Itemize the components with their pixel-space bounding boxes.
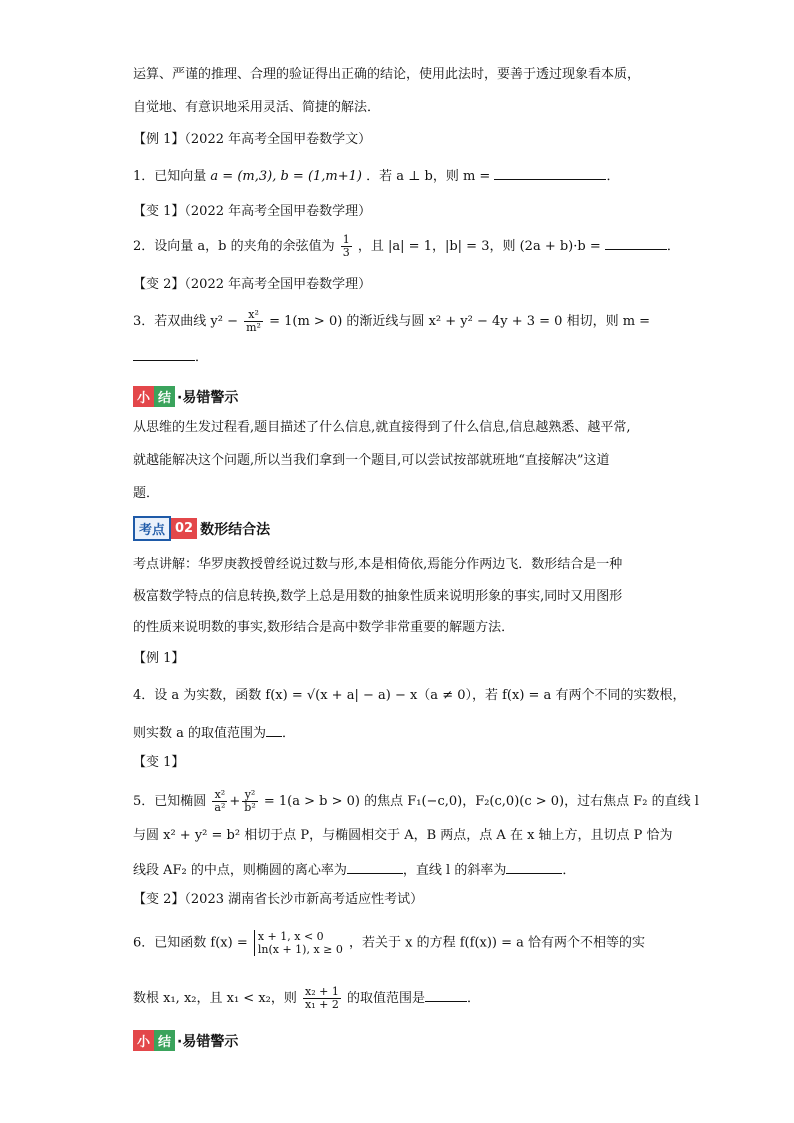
variant-tag: 【变 1】 <box>133 755 185 770</box>
numerator: x² <box>212 789 227 802</box>
jie-label: 结 <box>154 1030 175 1051</box>
summary-badge <box>133 386 238 407</box>
q2-mid: ，且 |a| = 1，|b| = 3，则 (2a + b)·b = <box>357 239 601 254</box>
answer-blank <box>266 722 282 737</box>
answer-blank <box>347 859 403 874</box>
q5-end: ． <box>562 863 576 878</box>
fraction <box>242 789 257 814</box>
jie-label: 结 <box>154 386 175 407</box>
variant-tag: 【变 2】（2023 湖南省长沙市新高考适应性考试） <box>133 892 424 907</box>
explain-line-1: 考点讲解：华罗庚教授曾经说过数与形,本是相倚依,焉能分作两边飞．数形结合是一种 <box>133 557 623 572</box>
section-title: 数形结合法 <box>200 521 271 538</box>
para-line-2: 就越能解决这个问题,所以当我们拿到一个题目,可以尝试按部就班地“直接解决”这道 <box>133 453 610 468</box>
denominator: a² <box>214 801 226 814</box>
q3-end: ． <box>195 350 209 365</box>
q3-mid: = 1(m > 0) 的渐近线与圆 x² + y² − 4y + 3 = 0 相切，则 m = <box>269 314 651 329</box>
numerator: 1 <box>342 233 350 246</box>
q5-mid: = 1(a > b > 0) 的焦点 F₁(−c,0)，F₂(c,0)(c > 0)，过右焦点 F₂ 的直线 l <box>263 794 699 809</box>
fraction <box>303 986 341 1011</box>
numerator: y² <box>242 789 257 802</box>
question-4-line-2 <box>133 722 295 743</box>
q4-text: 则实数 a 的取值范围为 <box>133 726 267 741</box>
q2-end: ． <box>666 239 680 254</box>
answer-blank <box>605 235 667 250</box>
question-6 <box>133 930 645 956</box>
q6-mid: ，若关于 x 的方程 f(f(x)) = a 恰有两个不相等的实 <box>349 935 646 951</box>
q3-prefix: 3．若双曲线 y² − <box>133 314 238 329</box>
answer-blank <box>133 346 195 361</box>
question-5-line-2: 与圆 x² + y² = b² 相切于点 P，与椭圆相交于 A，B 两点，点 A 在 x 轴上方，且切点 P 恰为 <box>133 828 673 843</box>
denominator: m² <box>246 321 261 334</box>
question-2 <box>133 234 680 259</box>
numerator: x² <box>244 309 263 322</box>
denominator: x₁ + 2 <box>305 998 339 1011</box>
answer-blank <box>425 987 467 1002</box>
numerator: x₂ + 1 <box>305 985 339 998</box>
question-1 <box>133 165 619 186</box>
explain-line-2: 极富数学特点的信息转换,数学上总是用数的抽象性质来说明形象的事实,同时又用图形 <box>133 589 623 604</box>
example-tag: 【例 1】 <box>133 651 185 666</box>
q5-text: 线段 AF₂ 的中点，则椭圆的离心率为 <box>133 863 347 878</box>
explain-line-3: 的性质来说明数的事实,数形结合是高中数学非常重要的解题方法． <box>133 620 515 635</box>
kaodian-header <box>133 516 270 541</box>
fraction <box>244 309 263 334</box>
q6-text-2: 的取值范围是 <box>346 991 425 1006</box>
case-1: x + 1, x < 0 <box>257 930 324 943</box>
q5-text-2: ，直线 l 的斜率为 <box>402 863 507 878</box>
q1-expr: a = (m,3), b = (1,m+1) <box>210 169 362 184</box>
answer-blank <box>506 859 562 874</box>
fraction <box>341 234 352 259</box>
question-4: 4．设 a 为实数，函数 f(x) = √(x + a| − a) − x（a ≠ 0），若 f(x) = a 有两个不同的实数根， <box>133 688 686 703</box>
question-5: 5．已知椭圆 $\frac{\text{x²}}{\text{a²}}$ + $\frac{\text{y²}}{\text{b²}}$ = 1(a > b > 0) 的焦点 F₁(−c,0)，F₂(c,0)(c > 0)，过右焦点 F₂ 的直线 l <box>133 788 699 814</box>
question-3-line-2 <box>133 346 208 367</box>
para-line-1: 从思维的生发过程看,题目描述了什么信息,就直接得到了什么信息,信息越熟悉、越平常, <box>133 420 631 435</box>
q1-mid: ．若 a ⊥ b，则 m = <box>366 169 491 184</box>
example-tag: 【例 1】（2022 年高考全国甲卷数学文） <box>133 132 372 147</box>
kaodian-label: 考点 <box>133 516 171 541</box>
q1-prefix: 1．已知向量 <box>133 169 207 184</box>
summary-label: ·易错警示 <box>177 389 239 406</box>
question-3 <box>133 309 650 334</box>
q5-prefix: 5．已知椭圆 <box>133 794 207 809</box>
fraction <box>212 789 227 814</box>
q6-text: 数根 x₁, x₂，且 x₁ < x₂，则 <box>133 991 297 1006</box>
denominator: 3 <box>342 246 350 259</box>
question-5-line-3 <box>133 859 575 880</box>
summary-label: ·易错警示 <box>177 1033 239 1050</box>
kaodian-number: 02 <box>171 518 197 539</box>
q6-end: ． <box>466 991 480 1006</box>
para-line-3: 题． <box>133 486 160 501</box>
piecewise-brace <box>254 930 343 956</box>
xiao-label: 小 <box>133 1030 154 1051</box>
variant-tag: 【变 1】（2022 年高考全国甲卷数学理） <box>133 204 372 219</box>
case-2: ln(x + 1), x ≥ 0 <box>257 943 343 956</box>
q6-prefix: 6．已知函数 f(x) = <box>133 935 248 951</box>
intro-line-2: 自觉地、有意识地采用灵活、简捷的解法． <box>133 100 381 115</box>
q4-end: ． <box>282 726 296 741</box>
q2-prefix: 2．设向量 a，b 的夹角的余弦值为 <box>133 239 335 254</box>
answer-blank <box>494 165 606 180</box>
intro-line-1: 运算、严谨的推理、合理的验证得出正确的结论，使用此法时，要善于透过现象看本质， <box>133 67 641 82</box>
question-6-line-2 <box>133 986 480 1011</box>
q1-end: ． <box>606 169 620 184</box>
xiao-label: 小 <box>133 386 154 407</box>
variant-tag: 【变 2】（2022 年高考全国甲卷数学理） <box>133 277 372 292</box>
summary-badge <box>133 1030 238 1051</box>
denominator: b² <box>244 801 256 814</box>
